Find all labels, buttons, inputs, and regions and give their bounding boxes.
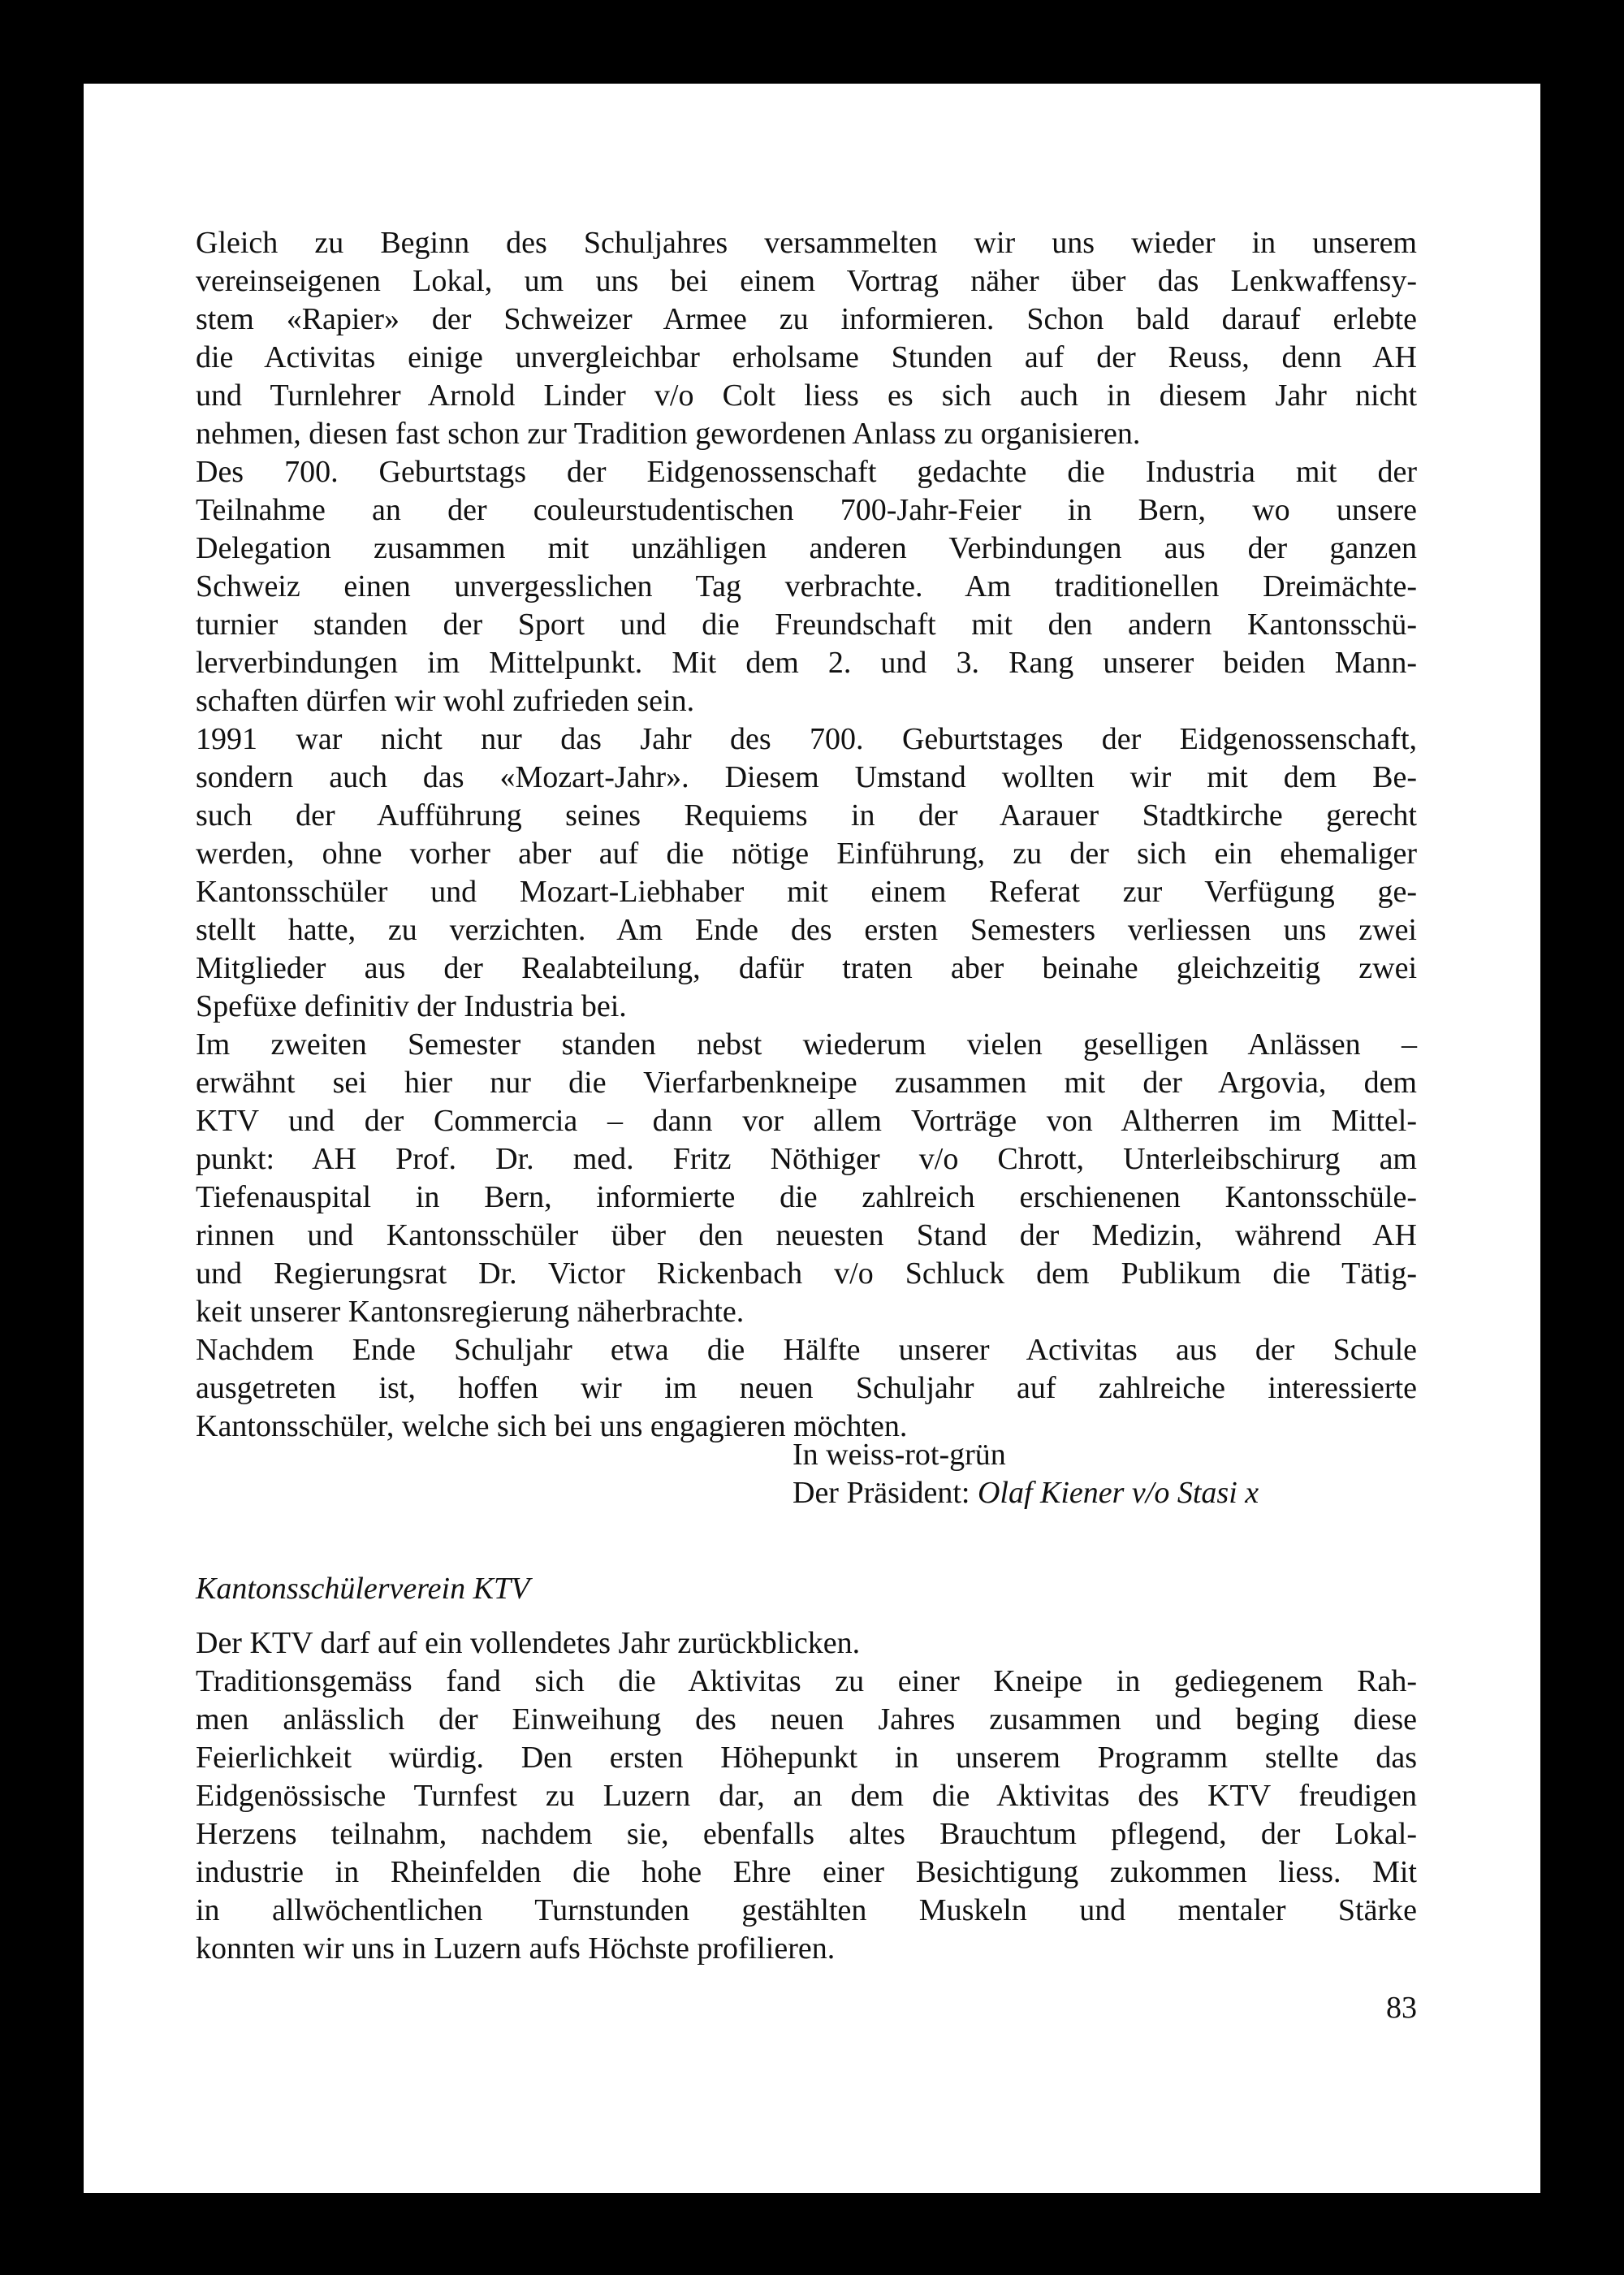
text-line: Kantonsschüler, welche sich bei uns engagieren möchten. xyxy=(196,1409,908,1443)
text-line: Spefüxe definitiv der Industria bei. xyxy=(196,989,627,1023)
text-line: stem «Rapier» der Schweizer Armee zu informieren. Schon bald darauf erlebte xyxy=(196,302,1417,336)
text-line: punkt: AH Prof. Dr. med. Fritz Nöthiger v/o Chrott, Unterleibschirurg am xyxy=(196,1142,1417,1176)
text-line: in allwöchentlichen Turnstunden gestählten Muskeln und mentaler Stärke xyxy=(196,1893,1417,1927)
signature-role: Der Präsident: xyxy=(793,1476,970,1510)
page-number: 83 xyxy=(1386,1991,1417,2025)
text-line: turnier standen der Sport und die Freundschaft mit den andern Kantonsschü- xyxy=(196,608,1417,642)
text-line: Gleich zu Beginn des Schuljahres versammelten wir uns wieder in unserem xyxy=(196,226,1417,260)
text-line: Nachdem Ende Schuljahr etwa die Hälfte unserer Activitas aus der Schule xyxy=(196,1333,1417,1367)
text-line: industrie in Rheinfelden die hohe Ehre einer Besichtigung zukommen liess. Mit xyxy=(196,1855,1417,1889)
text-line: KTV und der Commercia – dann vor allem Vorträge von Altherren im Mittel- xyxy=(196,1104,1417,1138)
document-page xyxy=(84,84,1540,2193)
text-line: und Regierungsrat Dr. Victor Rickenbach v/o Schluck dem Publikum die Tätig- xyxy=(196,1256,1417,1291)
text-line: Eidgenössische Turnfest zu Luzern dar, an dem die Aktivitas des KTV freudigen xyxy=(196,1779,1417,1813)
text-line: such der Aufführung seines Requiems in der Aarauer Stadtkirche gerecht xyxy=(196,798,1417,833)
text-line: sondern auch das «Mozart-Jahr». Diesem Umstand wollten wir mit dem Be- xyxy=(196,760,1417,794)
text-line: lerverbindungen im Mittelpunkt. Mit dem 2. und 3. Rang unserer beiden Mann- xyxy=(196,646,1417,680)
text-line: stellt hatte, zu verzichten. Am Ende des ersten Semesters verliessen uns zwei xyxy=(196,913,1417,947)
text-line: erwähnt sei hier nur die Vierfarbenkneipe zusammen mit der Argovia, dem xyxy=(196,1066,1417,1100)
text-line: Im zweiten Semester standen nebst wiederum vielen geselligen Anlässen – xyxy=(196,1027,1417,1062)
text-line: Feierlichkeit würdig. Den ersten Höhepunkt in unserem Programm stellte das xyxy=(196,1741,1417,1775)
text-line: keit unserer Kantonsregierung näherbrachte. xyxy=(196,1295,745,1329)
text-line: Teilnahme an der couleurstudentischen 700-Jahr-Feier in Bern, wo unsere xyxy=(196,493,1417,527)
text-line: Tiefenauspital in Bern, informierte die zahlreich erschienenen Kantonsschüle- xyxy=(196,1180,1417,1214)
signature-name: Olaf Kiener v/o Stasi x xyxy=(977,1476,1259,1510)
text-line: Traditionsgemäss fand sich die Aktivitas zu einer Kneipe in gediegenem Rah- xyxy=(196,1664,1417,1698)
section-ktv-body xyxy=(196,1624,1417,1968)
text-line: die Activitas einige unvergleichbar erholsame Stunden auf der Reuss, denn AH xyxy=(196,340,1417,374)
signature-line xyxy=(793,1474,1259,1512)
text-line: men anlässlich der Einweihung des neuen Jahres zusammen und beging diese xyxy=(196,1702,1417,1737)
text-line: vereinseigenen Lokal, um uns bei einem Vortrag näher über das Lenkwaffensy- xyxy=(196,264,1417,298)
text-line: Delegation zusammen mit unzähligen anderen Verbindungen aus der ganzen xyxy=(196,531,1417,565)
text-line: und Turnlehrer Arnold Linder v/o Colt liess es sich auch in diesem Jahr nicht xyxy=(196,378,1417,413)
text-line: Der KTV darf auf ein vollendetes Jahr zurückblicken. xyxy=(196,1626,861,1660)
text-line: Schweiz einen unvergesslichen Tag verbrachte. Am traditionellen Dreimächte- xyxy=(196,569,1417,603)
text-line: Kantonsschüler und Mozart-Liebhaber mit einem Referat zur Verfügung ge- xyxy=(196,875,1417,909)
section-industria-body xyxy=(196,224,1417,1446)
text-line: ausgetreten ist, hoffen wir im neuen Schuljahr auf zahlreiche interessierte xyxy=(196,1371,1417,1405)
text-line: Herzens teilnahm, nachdem sie, ebenfalls altes Brauchtum pflegend, der Lokal- xyxy=(196,1817,1417,1851)
text-line: Mitglieder aus der Realabteilung, dafür traten aber beinahe gleichzeitig zwei xyxy=(196,951,1417,985)
signature-greeting: In weiss-rot-grün xyxy=(793,1438,1006,1472)
text-line: schaften dürfen wir wohl zufrieden sein. xyxy=(196,684,695,718)
text-line: Des 700. Geburtstags der Eidgenossenschaft gedachte die Industria mit der xyxy=(196,455,1417,489)
text-line: nehmen, diesen fast schon zur Tradition gewordenen Anlass zu organisieren. xyxy=(196,417,1141,451)
text-line: rinnen und Kantonsschüler über den neuesten Stand der Medizin, während AH xyxy=(196,1218,1417,1252)
text-line: werden, ohne vorher aber auf die nötige Einführung, zu der sich ein ehemaliger xyxy=(196,837,1417,871)
text-line: 1991 war nicht nur das Jahr des 700. Geburtstages der Eidgenossenschaft, xyxy=(196,722,1417,756)
text-line: konnten wir uns in Luzern aufs Höchste profilieren. xyxy=(196,1931,836,1966)
section-heading-ktv: Kantonsschülerverein KTV xyxy=(196,1572,530,1606)
